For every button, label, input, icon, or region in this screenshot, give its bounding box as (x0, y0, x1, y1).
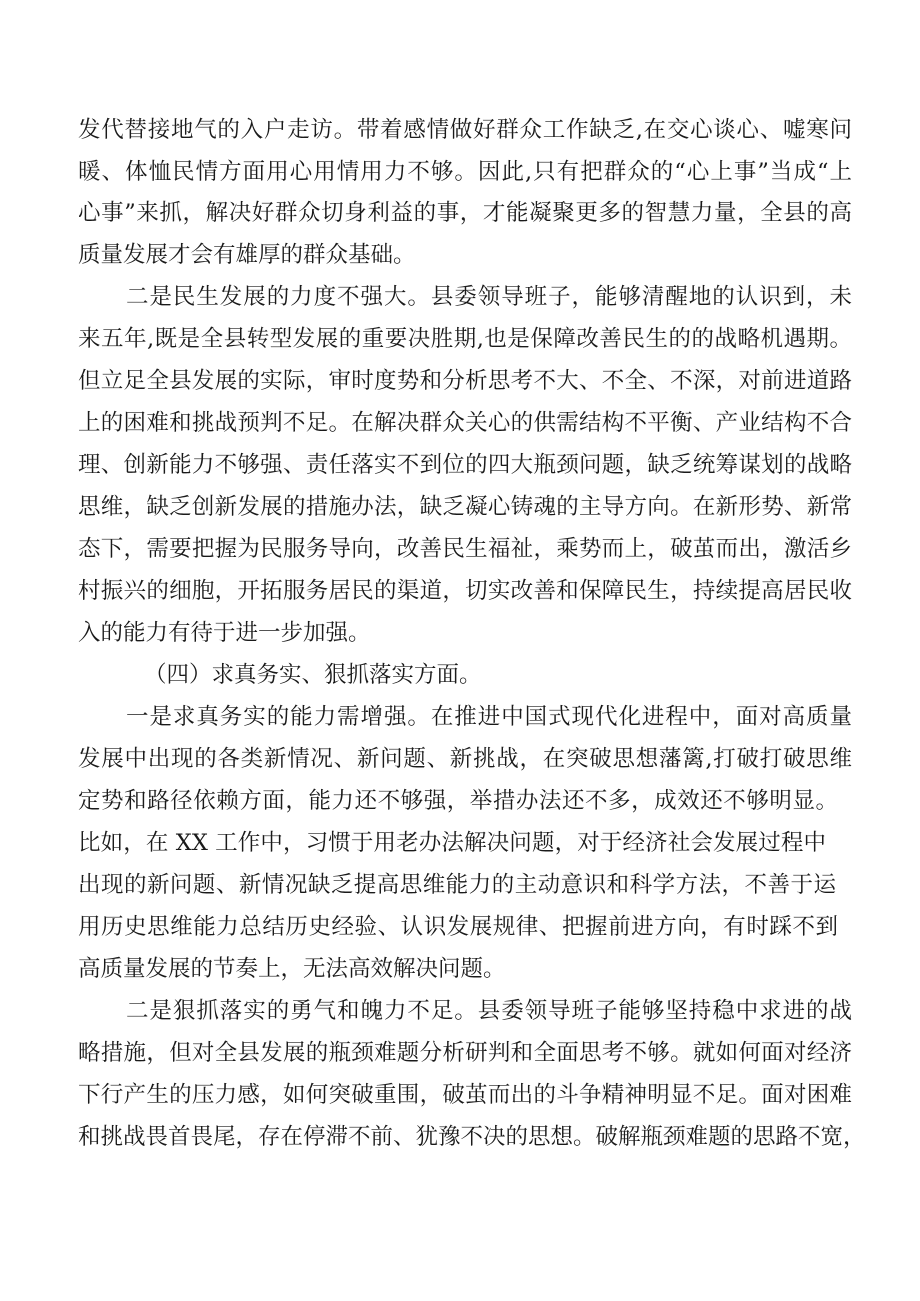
text-line: 发展中出现的各类新情况、新问题、新挑战，在突破思想藩篱,打破打破思维 (78, 746, 852, 772)
text-line: 质量发展才会有雄厚的群众基础。 (78, 242, 416, 268)
text-line: 但立足全县发展的实际，审时度势和分析思考不大、不全、不深，对前进道路 (78, 368, 852, 394)
text-line: 下行产生的压力感，如何突破重围，破茧而出的斗争精神明显不足。面对困难 (78, 1082, 852, 1108)
text-line: 出现的新问题、新情况缺乏提高思维能力的主动意识和科学方法，不善于运 (78, 872, 836, 898)
text-line: 上的困难和挑战预判不足。在解决群众关心的供需结构不平衡、产业结构不合 (78, 410, 852, 436)
text-line: 发代替接地气的入户走访。带着感情做好群众工作缺乏,在交心谈心、嘘寒问 (78, 117, 852, 143)
text-line: 定势和路径依赖方面，能力还不够强，举措办法还不多，成效还不够明显。 (78, 788, 838, 814)
text-line: 略措施，但对全县发展的瓶颈难题分析研判和全面思考不够。就如何面对经济 (78, 1040, 852, 1066)
text-line: 态下，需要把握为民服务导向，改善民生福祉，乘势而上，破茧而出，激活乡 (78, 536, 852, 562)
text-line: 入的能力有待于进一步加强。 (78, 620, 371, 646)
paragraph-start-line: 一是求真务实的能力需增强。在推进中国式现代化进程中，面对高质量 (126, 704, 852, 730)
paragraph-start-line: 二是民生发展的力度不强大。县委领导班子，能够清醒地的认识到，未 (126, 284, 852, 310)
text-line: 理、创新能力不够强、责任落实不到位的四大瓶颈问题，缺乏统筹谋划的战略 (78, 452, 852, 478)
paragraph-start-line: 二是狠抓落实的勇气和魄力不足。县委领导班子能够坚持稳中求进的战 (126, 998, 852, 1024)
text-line: 心事”来抓，解决好群众切身利益的事，才能凝聚更多的智慧力量，全县的高 (78, 200, 852, 226)
text-line: 暖、体恤民情方面用心用情用力不够。因此,只有把群众的“心上事”当成“上 (78, 159, 852, 185)
text-line: 来五年,既是全县转型发展的重要决胜期,也是保障改善民生的的战略机遇期。 (78, 326, 852, 352)
section-heading: （四）求真务实、狠抓落实方面。 (144, 662, 482, 688)
text-line: 和挑战畏首畏尾，存在停滞不前、犹豫不决的思想。破解瓶颈难题的思路不宽， (78, 1124, 866, 1150)
text-line: 高质量发展的节奏上，无法高效解决问题。 (78, 956, 506, 982)
text-line: 思维，缺乏创新发展的措施办法，缺乏凝心铸魂的主导方向。在新形势、新常 (78, 494, 852, 520)
text-line: 村振兴的细胞，开拓服务居民的渠道，切实改善和保障民生，持续提高居民收 (78, 578, 852, 604)
text-line: 用历史思维能力总结历史经验、认识发展规律、把握前进方向，有时踩不到 (78, 914, 838, 940)
text-line: 比如，在 XX 工作中，习惯于用老办法解决问题，对于经济社会发展过程中 (78, 830, 826, 856)
